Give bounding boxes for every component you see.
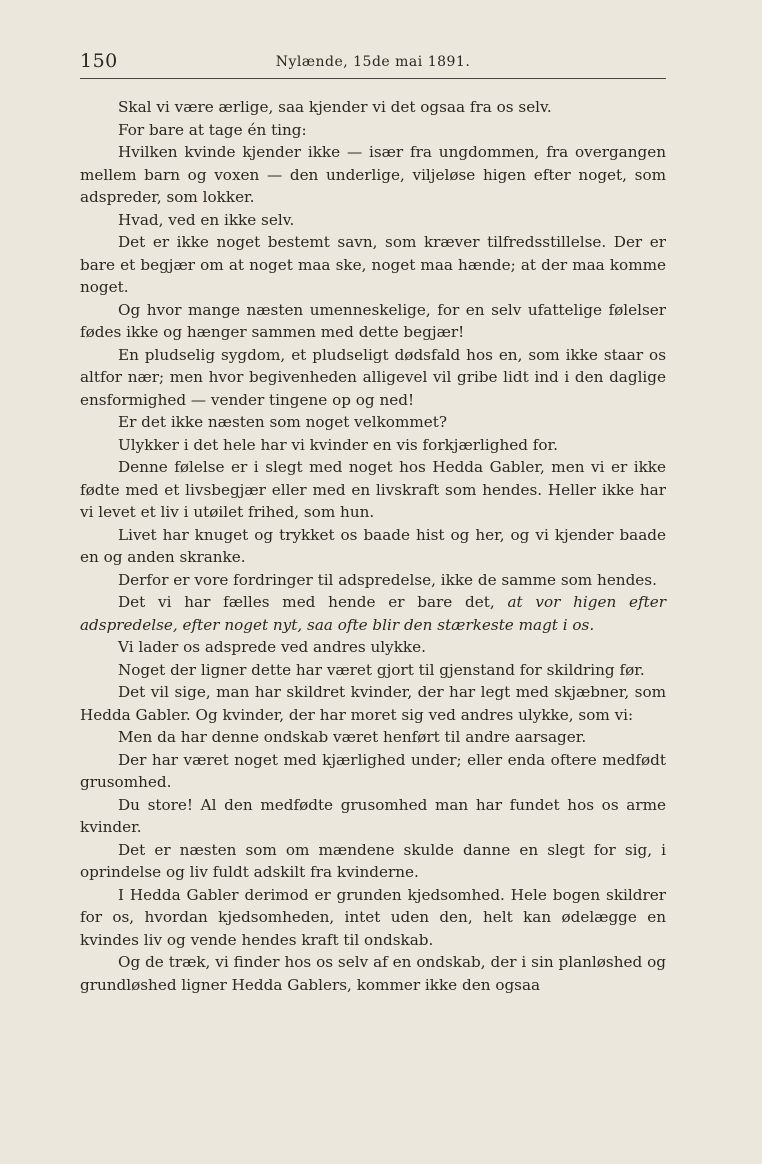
page-number: 150 bbox=[80, 50, 118, 72]
paragraph: Denne følelse er i slegt med noget hos Hedda Gabler, men vi er ikke fødte med et livsbegjær eller med en livskraft som hendes. Heller ikke har vi levet et liv i utøilet frihed, som hun. bbox=[80, 458, 666, 521]
paragraph: Og de træk, vi finder hos os selv af en ondskab, der i sin planløshed og grundløshed ligner Hedda Gablers, kommer ikke den ogsaa bbox=[80, 953, 666, 994]
paragraph: Ulykker i det hele har vi kvinder en vis forkjærlighed for. bbox=[118, 435, 558, 454]
paragraph-with-emphasis bbox=[80, 591, 666, 636]
paragraph: Og hvor mange næsten umenneskelige, for en selv ufattelige følelser fødes ikke og hænger sammen med dette begjær! bbox=[80, 300, 666, 341]
page-header bbox=[80, 46, 666, 76]
paragraph: Vi lader os adsprede ved andres ulykke. bbox=[118, 638, 426, 656]
paragraph: Men da har denne ondskab været henført til andre aarsager. bbox=[118, 728, 587, 746]
paragraph: Skal vi være ærlige, saa kjender vi det ogsaa fra os selv. bbox=[118, 98, 552, 116]
paragraph: Du store! Al den medfødte grusomhed man har fundet hos os arme kvinder. bbox=[80, 795, 666, 836]
paragraph: Det vil sige, man har skildret kvinder, der har legt med skjæbner, som Hedda Gabler. Og kvinder, der har moret sig ved andres ulykke, som vi: bbox=[80, 683, 666, 724]
emphasized-text: at vor higen efter adspredelse, efter noget nyt, saa ofte blir den stærkeste magt i os. bbox=[80, 593, 666, 634]
header-rule bbox=[80, 78, 666, 79]
paragraph: I Hedda Gabler derimod er grunden kjedsomhed. Hele bogen skildrer for os, hvordan kjedsomheden, intet uden den, helt kan ødelægge en kvindes liv og vende hendes kraft til ondskab. bbox=[80, 885, 666, 949]
paragraph: Derfor er vore fordringer til adspredelse, ikke de samme som hendes. bbox=[118, 570, 657, 589]
paragraph: Der har været noget med kjærlighed under; eller enda oftere medfødt grusomhed. bbox=[80, 750, 666, 791]
paragraph: Hvilken kvinde kjender ikke — især fra ungdommen, fra overgangen mellem barn og voxen — den underlige, viljeløse higen efter noget, som adspreder, som lokker. bbox=[80, 143, 666, 206]
paragraph: Hvad, ved en ikke selv. bbox=[118, 210, 295, 229]
paragraph: Livet har knuget og trykket os baade hist og her, og vi kjender baade en og anden skranke. bbox=[80, 525, 666, 566]
paragraph: Noget der ligner dette har været gjort til gjenstand for skildring før. bbox=[118, 660, 645, 679]
paragraph: Er det ikke næsten som noget velkommet? bbox=[118, 413, 447, 431]
running-title: Nylænde, 15de mai 1891. bbox=[275, 54, 471, 70]
paragraph: En pludselig sygdom, et pludseligt dødsfald hos en, som ikke staar os altfor nær; men hvor begivenheden alligevel vil gribe lidt ind i den daglige ensformighed — vender tingene op og ned! bbox=[80, 345, 666, 409]
paragraph: For bare at tage én ting: bbox=[118, 120, 307, 139]
paragraph: Det er næsten som om mændene skulde danne en slegt for sig, i oprindelse og liv fuldt adskilt fra kvinderne. bbox=[80, 840, 666, 881]
article-body bbox=[80, 96, 666, 996]
paragraph-text: Det vi har fælles med hende er bare det, bbox=[118, 593, 508, 611]
paragraph: Det er ikke noget bestemt savn, som kræver tilfredsstillelse. Der er bare et begjær om at noget maa ske, noget maa hænde; at der maa komme noget. bbox=[80, 233, 666, 296]
